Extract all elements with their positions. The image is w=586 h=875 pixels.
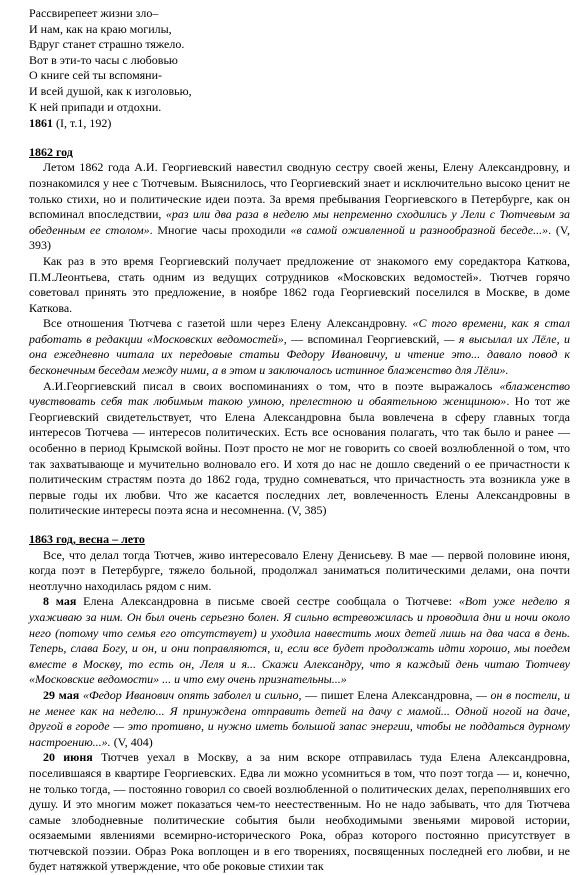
text-run: Елена Александровна в письме своей сестре сообщала о Тютчеве: xyxy=(76,594,459,609)
text-run: — вспоминал Георгиевский, xyxy=(286,331,444,346)
paragraph xyxy=(29,688,570,750)
paragraph xyxy=(29,548,570,595)
poem-year: 1861 xyxy=(29,116,53,131)
quote-text: «раз или два раза в неделю мы непременно сходились у Лели с Тютчевым за обеденным ее столом» xyxy=(29,207,570,237)
poem-line: Вдруг станет страшно тяжело. xyxy=(29,37,185,52)
section-heading: 1863 год, весна – лето xyxy=(29,532,145,546)
poem-line: И всей душой, как к изголовью, xyxy=(29,83,192,98)
poem-citation xyxy=(29,116,570,132)
paragraph xyxy=(29,316,570,378)
text-run: А.И.Георгиевский писал в своих воспоминаниях о том, что в поэте выражалось xyxy=(43,378,500,393)
poem-line: Вот в эти-то часы с любовью xyxy=(29,52,178,67)
quote-text: «С того времени, как я стал работать в редакции «Московских ведомостей», xyxy=(29,316,570,346)
paragraph xyxy=(29,379,570,519)
text-run: Все, что делал тогда Тютчев, живо интересовало Елену Денисьеву. В мае — первой половине июня, когда поэт в Петербурге, тяжело больной, продолжал заниматься политическими делами, она почти неотлучно находилась рядом с ним. xyxy=(29,547,570,593)
poem-block xyxy=(29,6,570,132)
paragraph xyxy=(29,594,570,688)
text-run: Как раз в это время Георгиевский получает предложение от знакомого ему соредактора Каткова, П.М.Леонтьева, стать одним из ведущих сотрудников «Московских ведомостей». Тютчев горячо советовал принять это предложение, в ноябре 1862 года Георгиевский поселился в Москве, в доме Каткова. xyxy=(29,253,570,315)
poem-line: О книге сей ты вспомяни- xyxy=(29,68,163,83)
text-run: . Но тот же Георгиевский свидетельствует, что Елена Александровна была вовлечена в сферу главных тогда интересов Тютчева — интересов политических. Есть все основания полагать, что так было и ранее — особенно в период Крымской войны. Поэт просто не мог не говорить со своей возлюбленной о том, что так захватывающе и мучительно волновало его. И хотя до нас не дошло сведений о ее причастности к политическим страстям поэта до 1862 года, трудно сомневаться, что причастность эта возникла уже в первые годы их любви. Что же касается последних лет, вовлеченность Елены Александровны в политические интересы поэта ясна и несомненна. (V, 385) xyxy=(29,394,570,518)
quote-text: «Вот уже неделю я ухаживаю за ним. Он был очень серьезно болен. Я сильно встревожилась и проводила дни и ночи около него (потому что семья его отсутствует) и уходила навестить моих детей лишь на два часа в день. Теперь, слава Богу, и он, и они поправляются, и, если все будет продолжать идти хорошо, мы поедем вместе в Москву, то есть он, Леля и я... Скажи Александру, что я каждый день читаю Тютчеву «Московские ведомости» ... и что ему очень признательны...» xyxy=(29,594,570,687)
quote-text: «в самой оживленной и разнообразной беседе...» xyxy=(290,222,549,237)
text-run: Все отношения Тютчева с газетой шли через Елену Александровну. xyxy=(43,316,413,331)
sections-container xyxy=(29,145,570,875)
paragraph xyxy=(29,750,570,875)
text-run: — пишет Елена Александровна, xyxy=(301,687,477,702)
paragraph xyxy=(29,254,570,316)
section-heading: 1862 год xyxy=(29,144,73,159)
paragraph xyxy=(29,160,570,254)
text-run: Летом 1862 года А.И. Георгиевский навестил сводную сестру своей жены, Елену Александровну, и познакомился у нее с Тютчевым. Выяснилось, что Георгиевский знает и исключительно высоко ценит не только стихи, но и политические идеи поэта. За время пребывания Георгиевского в Петербурге, как он вспоминал впоследствии, xyxy=(29,160,570,222)
poem-line: К ней припади и отдохни. xyxy=(29,99,162,114)
quote-text: «Федор Иванович опять заболел и сильно, xyxy=(82,687,302,702)
date-label: 29 мая xyxy=(43,687,80,702)
text-run: (V, 404) xyxy=(110,734,153,749)
poem-line: И нам, как на краю могилы, xyxy=(29,21,172,36)
date-label: 8 мая xyxy=(43,594,77,609)
text-run: . (V, 393) xyxy=(29,222,570,253)
section xyxy=(29,532,570,875)
quote-text: — он в постели, и не менее как на неделю... Я принуждена отправить детей на дачу с мамой... Одной ногой на даче, другой в городе — это противно, и нужно иметь большой запас энергии, чтобы не поддаться дурному настроению...». xyxy=(29,687,570,749)
text-run: . Многие часы проходили xyxy=(149,222,291,237)
text-run: Тютчев уехал в Москву, а за ним вскоре отправилась туда Елена Александровна, поселившаяся в квартире Георгиевских. Едва ли можно усомниться в том, что поэт тогда — и, конечно, не только тогда, — постоянно говорил со своей возлюбленной о политических делах, переполнявших его душу. И это многим может показаться чем-то неестественным. Но не надо забывать, что для Тютчева самые злободневные политические события были необходимыми звеньями мировой истории, осязаемыми явлениями всемирно-исторического Рока, образ которого постоянно присутствует в тютчевской поэзии. Образ Рока воплощен и в его творениях, посвященных последней его любви, и не будет натяжкой утверждение, что обе роковые стихии так xyxy=(29,750,570,874)
section xyxy=(29,145,570,519)
poem-line: Рассвирепеет жизни зло– xyxy=(29,6,159,20)
quote-text: «блаженство чувствовать себя так любимым такою умною, прелестною и обаятельною женщиною» xyxy=(29,378,570,409)
poem-reference: (I, т.1, 192) xyxy=(53,116,112,131)
quote-text: — я высылал их Лёле, и она ежедневно читала их передовые статьи Федору Ивановичу, и чтение это... давало повод к бесконечным беседам между ними, а в этом и заключалось истинное блаженство для Лёли». xyxy=(29,331,570,378)
date-label: 20 июня xyxy=(43,750,93,765)
